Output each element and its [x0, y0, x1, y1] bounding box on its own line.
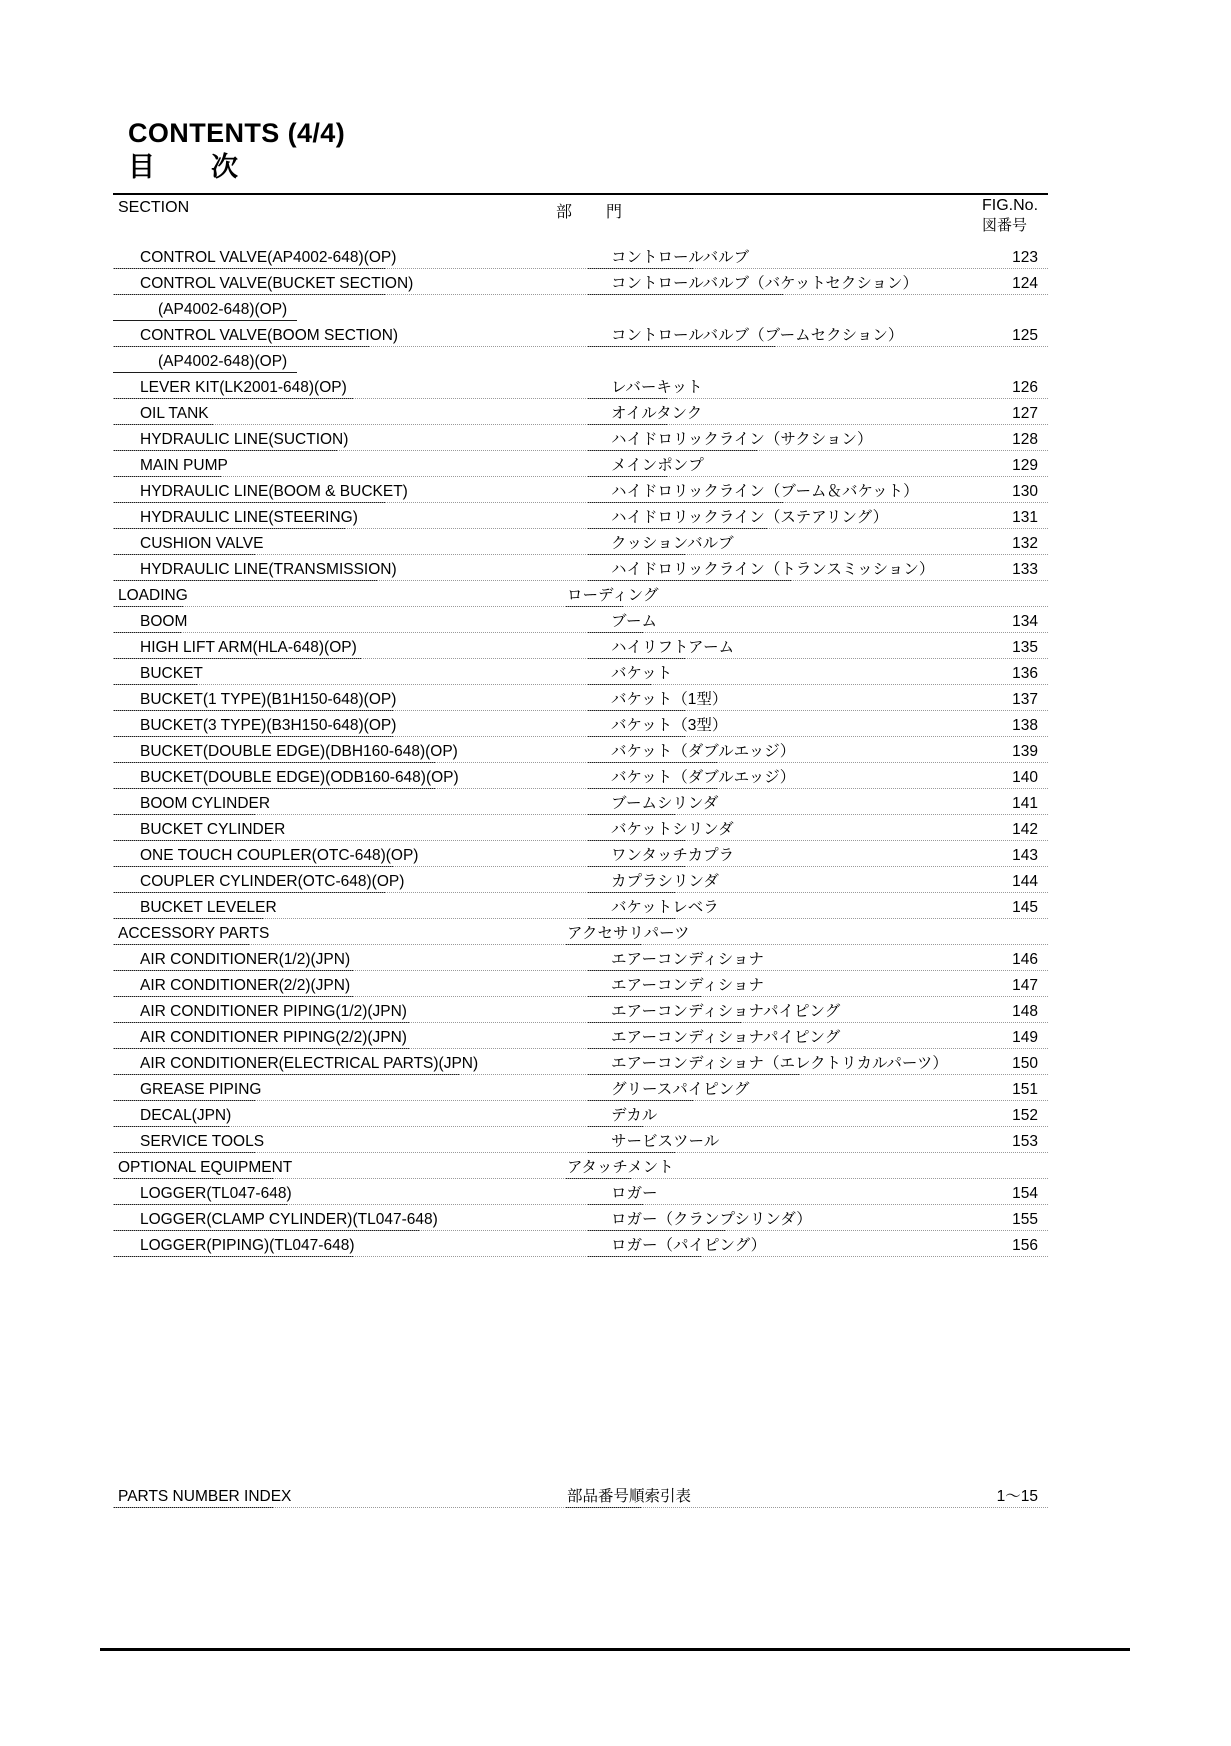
row-section-name-japanese: エアーコンディショナパイピング [587, 1029, 1011, 1049]
row-fig-no: 148 [1012, 1003, 1038, 1020]
row-section-name: GREASE PIPING [113, 1081, 587, 1101]
row-section-name: DECAL(JPN) [113, 1107, 587, 1127]
table-row[interactable] [113, 1101, 1048, 1127]
table-row[interactable] [113, 659, 1048, 685]
row-fig-no: 145 [1012, 899, 1038, 916]
row-section-name-japanese: ワンタッチカプラ [587, 847, 1011, 867]
row-fig-no: 132 [1012, 535, 1038, 552]
row-fig-no: 131 [1012, 509, 1038, 526]
row-section-name: LEVER KIT(LK2001-648)(OP) [113, 379, 587, 399]
row-section-name-japanese: ロガー（パイピング） [587, 1237, 1011, 1257]
table-row[interactable] [113, 295, 1048, 321]
row-fig-no: 127 [1012, 405, 1038, 422]
row-section-name-japanese: エアーコンディショナ [587, 951, 1011, 971]
row-section-name: AIR CONDITIONER(2/2)(JPN) [113, 977, 587, 997]
table-row[interactable] [113, 1049, 1048, 1075]
row-section-name: HYDRAULIC LINE(TRANSMISSION) [113, 561, 587, 581]
row-fig-no: 152 [1012, 1107, 1038, 1124]
row-fig-no: 150 [1012, 1055, 1038, 1072]
parts-number-index-label: PARTS NUMBER INDEX [113, 1488, 565, 1508]
table-row[interactable] [113, 1023, 1048, 1049]
table-row[interactable] [113, 737, 1048, 763]
row-fig-no: 124 [1012, 275, 1038, 292]
row-section-name-japanese: ハイドロリックライン（ブーム＆バケット） [587, 483, 1011, 503]
row-fig-no: 156 [1012, 1237, 1038, 1254]
row-section-name-japanese: ブーム [587, 613, 1011, 633]
table-row[interactable] [113, 1153, 1048, 1179]
table-row[interactable] [113, 425, 1048, 451]
table-row[interactable] [113, 841, 1048, 867]
row-section-name-japanese: バケット（ダブルエッジ） [587, 769, 1011, 789]
row-section-name: OPTIONAL EQUIPMENT [113, 1159, 565, 1179]
row-section-name: HYDRAULIC LINE(BOOM & BUCKET) [113, 483, 587, 503]
column-header-japanese-char1: 部 [556, 204, 573, 221]
column-header-fig-no-japanese: 図番号 [982, 217, 1028, 234]
table-row[interactable] [113, 893, 1048, 919]
page-title-english: CONTENTS (4/4) [128, 118, 346, 148]
row-section-name: AIR CONDITIONER(1/2)(JPN) [113, 951, 587, 971]
row-section-name: BUCKET [113, 665, 587, 685]
row-section-name: OIL TANK [113, 405, 587, 425]
row-fig-no: 144 [1012, 873, 1038, 890]
table-row[interactable] [113, 685, 1048, 711]
row-leader-rule [113, 1506, 1048, 1508]
table-row[interactable] [113, 1127, 1048, 1153]
row-fig-no: 138 [1012, 717, 1038, 734]
row-section-name-japanese: バケット（1型） [587, 691, 1011, 711]
table-row[interactable] [113, 477, 1048, 503]
row-fig-no: 139 [1012, 743, 1038, 760]
row-section-name: COUPLER CYLINDER(OTC-648)(OP) [113, 873, 587, 893]
row-section-name-japanese: レバーキット [587, 379, 1011, 399]
row-fig-no: 129 [1012, 457, 1038, 474]
row-section-name-japanese: オイルタンク [587, 405, 1011, 425]
row-fig-no: 143 [1012, 847, 1038, 864]
row-section-name: BUCKET(DOUBLE EDGE)(ODB160-648)(OP) [113, 769, 587, 789]
row-section-name-japanese: エアーコンディショナ [587, 977, 1011, 997]
row-section-name: AIR CONDITIONER PIPING(2/2)(JPN) [113, 1029, 587, 1049]
row-fig-no: 134 [1012, 613, 1038, 630]
row-section-name-japanese: ロガー [587, 1185, 1011, 1205]
column-header-japanese-char2: 門 [606, 204, 623, 221]
row-section-name: (AP4002-648)(OP) [113, 353, 605, 373]
row-fig-no: 135 [1012, 639, 1038, 656]
table-row[interactable] [113, 919, 1048, 945]
row-section-name-japanese: デカル [587, 1107, 1011, 1127]
row-section-name-japanese: エアーコンディショナ（エレクトリカルパーツ） [587, 1055, 1011, 1075]
row-fig-no: 136 [1012, 665, 1038, 682]
row-section-name: BOOM CYLINDER [113, 795, 587, 815]
parts-number-index-label-japanese: 部品番号順索引表 [565, 1488, 967, 1508]
row-section-name-japanese: コントロールバルブ（バケットセクション） [587, 275, 1011, 295]
row-section-name: CONTROL VALVE(BOOM SECTION) [113, 327, 587, 347]
parts-number-index-fig-no: 1〜15 [996, 1488, 1038, 1505]
row-section-name: HYDRAULIC LINE(SUCTION) [113, 431, 587, 451]
table-row[interactable] [113, 451, 1048, 477]
table-row[interactable] [113, 243, 1048, 269]
page-title-japanese [128, 150, 345, 184]
table-row[interactable] [113, 399, 1048, 425]
row-fig-no: 151 [1012, 1081, 1038, 1098]
row-section-name-japanese: アタッチメント [565, 1159, 967, 1179]
row-section-name: ONE TOUCH COUPLER(OTC-648)(OP) [113, 847, 587, 867]
row-section-name: ACCESSORY PARTS [113, 925, 565, 945]
row-section-name: BUCKET(3 TYPE)(B3H150-648)(OP) [113, 717, 587, 737]
row-section-name-japanese: バケットシリンダ [587, 821, 1011, 841]
page-title-japanese-char1: 目 [128, 152, 155, 182]
row-section-name: BUCKET(1 TYPE)(B1H150-648)(OP) [113, 691, 587, 711]
row-section-name-japanese: クッションバルブ [587, 535, 1011, 555]
header-divider-rule [113, 193, 1048, 195]
row-section-name: LOGGER(CLAMP CYLINDER)(TL047-648) [113, 1211, 587, 1231]
row-fig-no: 128 [1012, 431, 1038, 448]
table-row[interactable] [113, 1179, 1048, 1205]
table-row[interactable] [113, 321, 1048, 347]
table-row[interactable] [113, 607, 1048, 633]
row-section-name: BOOM [113, 613, 587, 633]
row-section-name: AIR CONDITIONER PIPING(1/2)(JPN) [113, 1003, 587, 1023]
row-section-name-japanese: グリースパイピング [587, 1081, 1011, 1101]
row-section-name-japanese: コントロールバルブ [587, 249, 1011, 269]
row-section-name-japanese: ハイリフトアーム [587, 639, 1011, 659]
row-fig-no: 154 [1012, 1185, 1038, 1202]
row-section-name: HIGH LIFT ARM(HLA-648)(OP) [113, 639, 587, 659]
row-section-name: LOGGER(PIPING)(TL047-648) [113, 1237, 587, 1257]
row-section-name-japanese: エアーコンディショナパイピング [587, 1003, 1011, 1023]
row-section-name: SERVICE TOOLS [113, 1133, 587, 1153]
row-fig-no: 149 [1012, 1029, 1038, 1046]
row-section-name-japanese: コントロールバルブ（ブームセクション） [587, 327, 1011, 347]
row-section-name: CUSHION VALVE [113, 535, 587, 555]
table-row[interactable] [113, 945, 1048, 971]
table-row[interactable] [113, 997, 1048, 1023]
column-header-japanese [556, 199, 622, 222]
row-section-name: LOGGER(TL047-648) [113, 1185, 587, 1205]
row-section-name-japanese: メインポンプ [587, 457, 1011, 477]
table-row[interactable] [113, 529, 1048, 555]
table-row[interactable] [113, 971, 1048, 997]
contents-table [113, 243, 1048, 1257]
row-fig-no: 130 [1012, 483, 1038, 500]
row-leader-rule [113, 1255, 1048, 1257]
table-row[interactable] [113, 815, 1048, 841]
table-row[interactable] [113, 1231, 1048, 1257]
row-section-name: (AP4002-648)(OP) [113, 301, 605, 321]
row-section-name: BUCKET CYLINDER [113, 821, 587, 841]
table-row[interactable] [113, 503, 1048, 529]
row-section-name-japanese: ハイドロリックライン（ステアリング） [587, 509, 1011, 529]
table-row[interactable] [113, 1075, 1048, 1101]
row-fig-no: 137 [1012, 691, 1038, 708]
row-fig-no: 155 [1012, 1211, 1038, 1228]
table-row[interactable] [113, 711, 1048, 737]
table-row[interactable] [113, 763, 1048, 789]
footer-rule [100, 1648, 1130, 1651]
table-row[interactable] [113, 867, 1048, 893]
row-section-name-japanese: バケット [587, 665, 1011, 685]
row-section-name: CONTROL VALVE(BUCKET SECTION) [113, 275, 587, 295]
row-section-name-japanese: バケット（ダブルエッジ） [587, 743, 1011, 763]
row-section-name-japanese: ブームシリンダ [587, 795, 1011, 815]
table-row[interactable] [113, 269, 1048, 295]
row-fig-no: 153 [1012, 1133, 1038, 1150]
column-header-fig-no [982, 196, 1038, 236]
table-row[interactable] [113, 789, 1048, 815]
row-fig-no: 141 [1012, 795, 1038, 812]
row-section-name-japanese: ロガー（クランプシリンダ） [587, 1211, 1011, 1231]
row-fig-no: 146 [1012, 951, 1038, 968]
row-section-name: BUCKET(DOUBLE EDGE)(DBH160-648)(OP) [113, 743, 587, 763]
page-title [128, 118, 345, 184]
table-row[interactable] [113, 581, 1048, 607]
row-fig-no: 147 [1012, 977, 1038, 994]
table-row[interactable] [113, 633, 1048, 659]
row-section-name: AIR CONDITIONER(ELECTRICAL PARTS)(JPN) [113, 1055, 587, 1075]
row-fig-no: 140 [1012, 769, 1038, 786]
row-fig-no: 142 [1012, 821, 1038, 838]
row-section-name-japanese: カプラシリンダ [587, 873, 1011, 893]
row-fig-no: 126 [1012, 379, 1038, 396]
table-row[interactable] [113, 1205, 1048, 1231]
row-section-name: HYDRAULIC LINE(STEERING) [113, 509, 587, 529]
row-section-name: BUCKET LEVELER [113, 899, 587, 919]
row-section-name: LOADING [113, 587, 565, 607]
row-section-name-japanese: アクセサリパーツ [565, 925, 967, 945]
column-header-fig-no-english: FIG.No. [982, 197, 1039, 214]
parts-number-index-row[interactable] [113, 1482, 1048, 1508]
row-fig-no: 125 [1012, 327, 1038, 344]
table-row[interactable] [113, 555, 1048, 581]
row-section-name: CONTROL VALVE(AP4002-648)(OP) [113, 249, 587, 269]
row-section-name-japanese: ハイドロリックライン（サクション） [587, 431, 1011, 451]
row-section-name-japanese: サービスツール [587, 1133, 1011, 1153]
row-section-name-japanese: バケットレベラ [587, 899, 1011, 919]
row-fig-no: 133 [1012, 561, 1038, 578]
row-section-name: MAIN PUMP [113, 457, 587, 477]
row-section-name-japanese: ハイドロリックライン（トランスミッション） [587, 561, 1011, 581]
table-row[interactable] [113, 347, 1048, 373]
row-fig-no: 123 [1012, 249, 1038, 266]
row-section-name-japanese: バケット（3型） [587, 717, 1011, 737]
column-header-section: SECTION [118, 199, 190, 216]
page-title-japanese-char2: 次 [211, 152, 238, 182]
row-section-name-japanese: ローディング [565, 587, 967, 607]
table-row[interactable] [113, 373, 1048, 399]
